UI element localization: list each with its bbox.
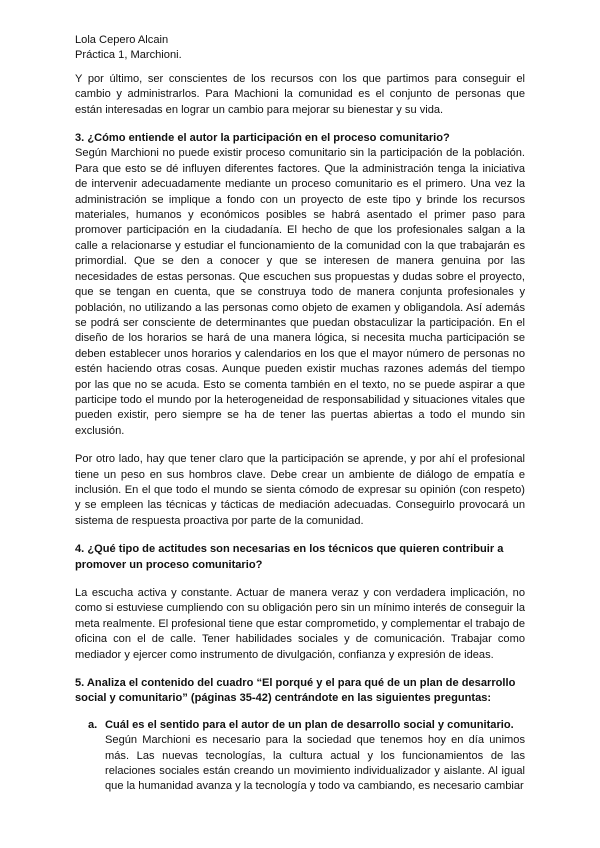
subquestion-answer: Según Marchioni es necesario para la sociedad que tenemos hoy en día unimos más. Las nuevas tecnologías, la cultura actual y los funcionamientos de las relaciones sociales están creando un movimiento individualizador y aislante. Al igual que la humanidad avanza y la tecnología y todo va cambiando, es necesario cambiar (105, 734, 525, 793)
question-4-paragraph-1: La escucha activa y constante. Actuar de manera veraz y con verdadera implicación, no como si estuviese cumpliendo con su obligación pero sin un mínimo interés de conseguir la meta realmente. El profesional tiene que estar comprometido, y complementar el trabajo de oficina con el de calle. Tener habilidades sociales y de comunicación. Trabajar como mediador y ejercer como instrumento de divulgación, confianza y expresión de ideas. (75, 587, 525, 661)
author-name: Lola Cepero Alcain (75, 34, 169, 46)
question-4-heading: 4. ¿Qué tipo de actitudes son necesarias en los técnicos que quieren contribuir a promover un proceso comunitario? (75, 543, 504, 571)
question-5-item-a (75, 718, 525, 795)
intro-paragraph: Y por último, ser conscientes de los recursos con los que partimos para conseguir el cambio y administrarlos. Para Machioni la comunidad es el conjunto de personas que están interesadas en lograr un cambio para mejorar su bienestar y su vida. (75, 72, 525, 116)
question-5-heading: 5. Analiza el contenido del cuadro “El porqué y el para qué de un plan de desarrollo social y comunitario” (páginas 35-42) centrándote en las siguientes preguntas: (75, 677, 516, 705)
question-3-paragraph-2: Por otro lado, hay que tener claro que la participación se aprende, y por ahí el profesional tiene un peso en sus hombros clave. Debe crear un ambiente de diálogo de empatía e inclusión. En el que todo el mundo se sienta cómodo de expresar su opinión (con respeto) y se empleen las técnicas y tácticas de mediación adecuadas. Conseguirlo provocará un sistema de respuesta proactiva por parte de la comunidad. (75, 453, 525, 527)
question-3-heading: 3. ¿Cómo entiende el autor la participación en el proceso comunitario? (75, 132, 450, 145)
list-item-body (105, 718, 525, 795)
subquestion-title: Cuál es el sentido para el autor de un plan de desarrollo social y comunitario. (105, 718, 514, 731)
list-marker: a. (88, 718, 98, 731)
document-subtitle: Práctica 1, Marchioni. (75, 49, 182, 62)
question-3-paragraph-1: Según Marchioni no puede existir proceso comunitario sin la participación de la población. Para que esto se dé influyen diferentes factores. Que la administración tenga la iniciativa de intervenir adecuadamente mediante un proceso comunitario es el primero. Una vez la administración se implique a fondo con un proyecto de este tipo y brinde los recursos materiales, humanos y económicos posibles se habrá asentado el primer paso para promover participación en la ciudadanía. El hecho de que los profesionales salgan a la calle a relacionarse y estudiar el funcionamiento de la comunidad con la que trabajarán es primordial. Que se den a conocer y que se interesen de manera genuina por las necesidades de estas personas. Que escuchen sus propuestas y dudas sobre el proyecto, que se tengan en cuenta, que se construya todo de manera conjunta profesionales y población, no utilizando a las personas como objeto de examen y obligandola. Así además se podrá ser consciente de determinantes que puedan obstaculizar la participación. En el diseño de los horarios se hará de una manera lógica, si necesita mucha participación se deben establecer unos horarios y calendarios en los que el mayor número de personas no estén haciendo otras cosas. Aunque pueden existir muchas razones además del tiempo por las que no se acuda. Esto se comenta también en el texto, no se puede aspirar a que participe todo el mundo por la heterogeneidad de responsabilidad y situaciones vitales que pueden existir, pero siempre se ha de tener las puertas abiertas a todo el mundo sin exclusión. (75, 147, 525, 437)
document-header (75, 33, 525, 64)
page-content (75, 33, 525, 795)
